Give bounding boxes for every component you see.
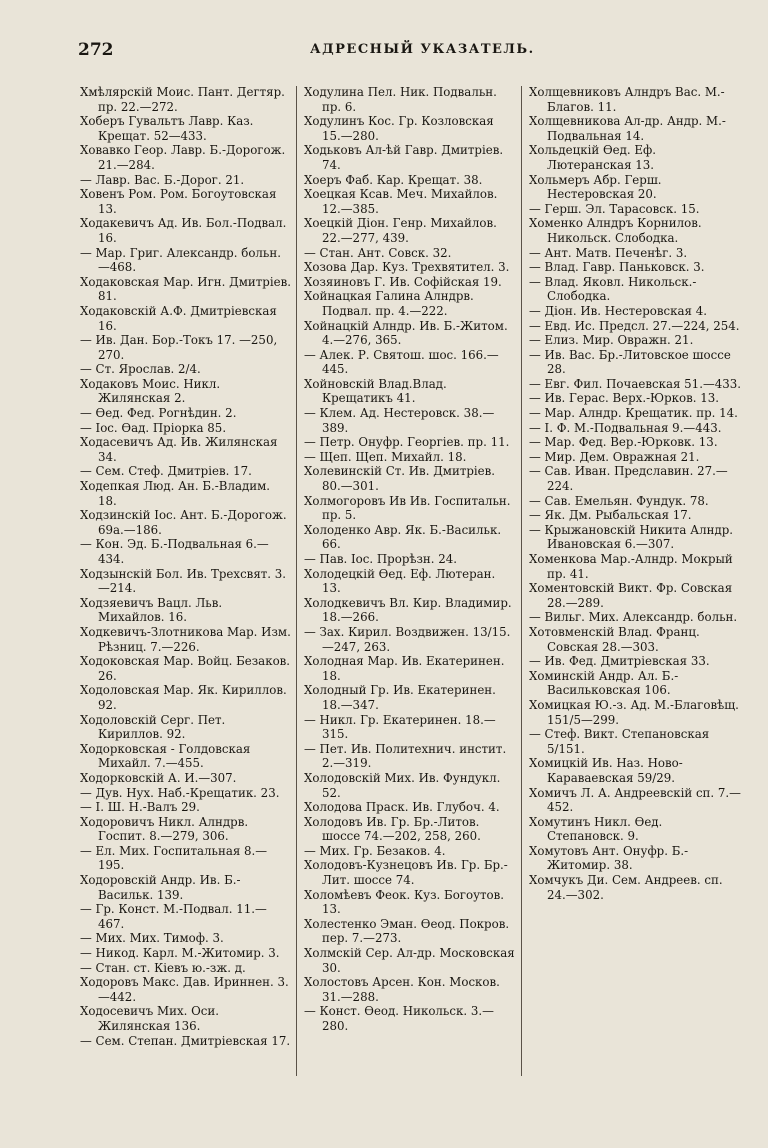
directory-column-2 bbox=[304, 85, 516, 1034]
directory-entry: Ховавко Геор. Лавр. Б.-Дорогож. 21.—284. bbox=[80, 143, 286, 172]
directory-entry: Ходепкая Люд. Ан. Б.-Владим. 18. bbox=[80, 479, 271, 508]
directory-entry: — Крыжановскій Никита Алндр. Ивановская 6.—307. bbox=[529, 522, 734, 552]
directory-entry: — Гр. Конст. М.-Подвал. 11.—467. bbox=[80, 902, 267, 931]
directory-entry: Хомутовъ Ант. Онуфр. Б.-Житомир. 38. bbox=[529, 843, 689, 873]
directory-entry: — Мар. Григ. Александр. больн.—468. bbox=[80, 245, 281, 275]
directory-entry: — І. Ф. М.-Подвальная 9.—443. bbox=[529, 420, 722, 435]
directory-entry: — І. Ш. Н.-Валъ 29. bbox=[80, 800, 200, 815]
directory-entry: Ховенъ Ром. Ром. Богоутовская 13. bbox=[80, 187, 277, 216]
directory-entry: Холодный Гр. Ив. Екатеринен. 18.—347. bbox=[304, 683, 496, 712]
page-number: 272 bbox=[78, 40, 114, 60]
directory-entry: Ходасевичъ Ад. Ив. Жилянская 34. bbox=[80, 435, 278, 464]
directory-entry: — Никод. Карл. М.-Житомир. 3. bbox=[80, 946, 280, 961]
directory-entry: Ходакевичъ Ад. Ив. Бол.-Подвал. 16. bbox=[80, 216, 287, 245]
directory-entry: Холевинскій Ст. Ив. Дмитріев. 80.—301. bbox=[304, 464, 496, 494]
directory-entry: — Клем. Ад. Нестеровск. 38.—389. bbox=[304, 406, 495, 435]
directory-entry: Ходоровъ Макс. Дав. Ириннен. 3.—442. bbox=[80, 975, 289, 1004]
directory-entry: Ходорковскій А. И.—307. bbox=[80, 770, 237, 785]
directory-entry: Хольмеръ Абр. Герш. Нестеровская 20. bbox=[529, 172, 662, 202]
directory-entry: Ходзынскій Бол. Ив. Трехсвят. 3.—214. bbox=[80, 566, 287, 596]
directory-entry: Ходулинъ Кос. Гр. Козловская 15.—280. bbox=[304, 114, 494, 143]
directory-entry: Хоецкая Ксав. Меч. Михайлов. 12.—385. bbox=[304, 187, 498, 216]
directory-entry: Ходаковская Мар. Игн. Дмитріев. 81. bbox=[80, 274, 291, 304]
directory-entry: — Пав. Іос. Прорѣзн. 24. bbox=[304, 552, 458, 566]
directory-entry: — Мар. Фед. Вер.-Юрковк. 13. bbox=[529, 435, 718, 450]
directory-entry: Хоментовскій Викт. Фр. Совская 28.—289. bbox=[529, 581, 733, 610]
directory-entry: Ходосевичъ Мих. Оси. Жилянская 136. bbox=[80, 1004, 219, 1033]
directory-entry: Хойнацкая Галина Алндрв. Подвал. пр. 4.—222. bbox=[304, 289, 474, 318]
directory-entry: — Мих. Мих. Тимоф. 3. bbox=[80, 931, 224, 946]
directory-entry: Хольдецкій Ѳед. Еф. Лютеранская 13. bbox=[529, 143, 657, 172]
directory-entry: — Щеп. Щеп. Михайл. 18. bbox=[304, 449, 467, 464]
directory-entry: — Стан. Ант. Совск. 32. bbox=[304, 245, 452, 260]
directory-entry: — Вильг. Мих. Александр. больн. bbox=[529, 610, 738, 625]
directory-entry: Ходаковскій А.Ф. Дмитріевская 16. bbox=[80, 303, 277, 333]
directory-entry: Холодкевичъ Вл. Кир. Владимир. 18.—266. bbox=[304, 595, 512, 625]
directory-entry: Хомчукъ Ди. Сем. Андреев. сп. 24.—302. bbox=[529, 873, 723, 902]
directory-entry: Холодецкій Ѳед. Еф. Лютеран. 13. bbox=[304, 566, 496, 596]
directory-entry: Ходзинскій Іос. Ант. Б.-Дорогож. 69а.—186. bbox=[80, 508, 287, 537]
directory-entry: — Сем. Степан. Дмитріевская 17. bbox=[80, 1033, 291, 1048]
directory-entry: Хоеръ Фаб. Кар. Крещат. 38. bbox=[304, 172, 483, 187]
directory-entry: — Кон. Эд. Б.-Подвальная 6.—434. bbox=[80, 537, 269, 566]
directory-entry: Ходоровскій Андр. Ив. Б.-Васильк. 139. bbox=[80, 873, 241, 902]
directory-entry: — Як. Дм. Рыбальская 17. bbox=[529, 508, 692, 523]
directory-entry: Ходзяевичъ Вацл. Льв. Михайлов. 16. bbox=[80, 595, 223, 625]
directory-entry: — Ант. Матв. Печенѣг. 3. bbox=[529, 245, 688, 260]
column-divider bbox=[296, 86, 297, 1076]
directory-entry: Холоденко Авр. Як. Б.-Васильк. 66. bbox=[304, 522, 502, 552]
page-title: АДРЕСНЫЙ УКАЗАТЕЛЬ. bbox=[310, 42, 535, 57]
directory-entry: Холмскій Сер. Ал-др. Московская 30. bbox=[304, 946, 515, 975]
directory-entry: — Сем. Стеф. Дмитріев. 17. bbox=[80, 464, 252, 479]
directory-entry: Ходкевичъ-Злотникова Мар. Изм. Рѣзниц. 7.—226. bbox=[80, 624, 291, 654]
directory-entry: — Мар. Алндр. Крещатик. пр. 14. bbox=[529, 406, 738, 421]
directory-entry: — Влад. Гавр. Паньковск. 3. bbox=[529, 260, 705, 275]
directory-entry: Хоберъ Гувальтъ Лавр. Каз. Крещат. 52—433. bbox=[80, 114, 254, 143]
directory-entry: Холодная Мар. Ив. Екатеринен. 18. bbox=[304, 654, 505, 683]
directory-entry: — Ив. Фед. Дмитріевская 33. bbox=[529, 654, 710, 669]
directory-entry: Ходорковская - Голдовская Михайл. 7.—455. bbox=[80, 741, 251, 771]
directory-entry: Хоминскій Андр. Ал. Б.-Васильковская 106. bbox=[529, 668, 679, 698]
directory-entry: — Дув. Нух. Наб.-Крещатик. 23. bbox=[80, 785, 280, 800]
directory-entry: — Пет. Ив. Политехнич. инстит. 2.—319. bbox=[304, 741, 507, 771]
directory-entry: Холостовъ Арсен. Кон. Москов. 31.—288. bbox=[304, 975, 500, 1004]
directory-entry: — Алек. Р. Святош. шос. 166.—445. bbox=[304, 347, 499, 377]
directory-entry: Ходоковская Мар. Войц. Безаков. 26. bbox=[80, 654, 291, 683]
directory-entry: — Зах. Кирил. Воздвижен. 13/15.—247, 263. bbox=[304, 624, 511, 654]
directory-entry: Холодовскій Мих. Ив. Фундукл. 52. bbox=[304, 770, 501, 800]
directory-entry: — Сав. Емельян. Фундук. 78. bbox=[529, 493, 709, 508]
directory-entry: — Конст. Ѳеод. Никольск. 3.—280. bbox=[304, 1004, 494, 1033]
directory-entry: Ходоловскій Серг. Пет. Кириллов. 92. bbox=[80, 712, 226, 742]
directory-entry: Холодова Праск. Ив. Глубоч. 4. bbox=[304, 800, 500, 815]
directory-entry: Ходулина Пел. Ник. Подвальн. пр. 6. bbox=[304, 85, 497, 114]
directory-entry: Ходоровичъ Никл. Алндрв. Госпит. 8.—279, 306. bbox=[80, 814, 249, 844]
directory-entry: — Діон. Ив. Нестеровская 4. bbox=[529, 303, 707, 318]
directory-entry: — Елиз. Мир. Овражн. 21. bbox=[529, 333, 694, 348]
directory-entry: Хоменкова Мар.-Алндр. Мокрый пр. 41. bbox=[529, 552, 733, 581]
directory-entry: Ходаковъ Моис. Никл. Жилянская 2. bbox=[80, 376, 221, 406]
directory-entry: — Ст. Ярослав. 2/4. bbox=[80, 362, 201, 377]
directory-entry: — Ив. Вас. Бр.-Литовское шоссе 28. bbox=[529, 347, 731, 377]
directory-entry: — Ѳед. Фед. Рогнѣдин. 2. bbox=[80, 406, 237, 421]
directory-entry: — Іос. Ѳад. Пріорка 85. bbox=[80, 420, 227, 435]
directory-entry: — Влад. Яковл. Никольск.-Слободка. bbox=[529, 274, 697, 304]
directory-entry: — Лавр. Вас. Б.-Дорог. 21. bbox=[80, 172, 245, 187]
directory-entry: Хомицкая Ю.-з. Ад. М.-Благовѣщ. 151/5—299. bbox=[529, 697, 739, 727]
directory-entry: Ходоловская Мар. Як. Кириллов. 92. bbox=[80, 683, 287, 712]
directory-entry: Ходьковъ Ал-ѣй Гавр. Дмитріев. 74. bbox=[304, 143, 504, 172]
directory-entry: Холщевникова Ал-др. Андр. М.-Подвальная 14. bbox=[529, 114, 726, 143]
directory-entry: Холодовъ Ив. Гр. Бр.-Литов. шоссе 74.—202, 258, 260. bbox=[304, 814, 481, 844]
directory-entry: — Герш. Эл. Тарасовск. 15. bbox=[529, 201, 700, 216]
directory-entry: Хмѣлярскій Моис. Пант. Дегтяр. пр. 22.—272. bbox=[80, 85, 285, 114]
directory-entry: Холестенко Эман. Ѳеод. Покров. пер. 7.—273. bbox=[304, 916, 510, 946]
directory-entry: — Мир. Дем. Овражная 21. bbox=[529, 449, 700, 464]
directory-column-3 bbox=[529, 85, 741, 902]
directory-entry: — Стан. ст. Кіевъ ю.-зж. д. bbox=[80, 960, 246, 975]
directory-entry: — Ив. Дан. Бор.-Токъ 17. —250, 270. bbox=[80, 333, 278, 362]
directory-entry: Хомичъ Л. А. Андреевскій сп. 7.—452. bbox=[529, 785, 741, 815]
directory-entry: — Никл. Гр. Екатеринен. 18.—315. bbox=[304, 712, 496, 742]
directory-entry: — Петр. Онуфр. Георгіев. пр. 11. bbox=[304, 435, 510, 450]
directory-entry: — Мих. Гр. Безаков. 4. bbox=[304, 843, 446, 858]
directory-entry: Хомутинъ Никл. Ѳед. Степановск. 9. bbox=[529, 814, 663, 844]
directory-entry: Хозяиновъ Г. Ив. Софійская 19. bbox=[304, 274, 502, 289]
directory-entry: — Ив. Герас. Верх.-Юрков. 13. bbox=[529, 391, 720, 406]
directory-entry: Хотовменскій Влад. Франц. Совская 28.—303. bbox=[529, 624, 700, 654]
directory-entry: — Ел. Мих. Госпитальная 8.—195. bbox=[80, 843, 268, 873]
directory-column-1 bbox=[80, 85, 292, 1048]
column-divider bbox=[521, 86, 522, 1076]
directory-entry: Холмогоровъ Ив Ив. Госпитальн. пр. 5. bbox=[304, 493, 511, 523]
directory-entry: Холодовъ-Кузнецовъ Ив. Гр. Бр.-Лит. шоссе 74. bbox=[304, 858, 508, 888]
directory-entry: Хозова Дар. Куз. Трехвятител. 3. bbox=[304, 260, 510, 275]
directory-entry: Хоецкій Діон. Генр. Михайлов. 22.—277, 439. bbox=[304, 216, 497, 245]
directory-entry: Хомицкій Ив. Наз. Ново-Караваевская 59/29. bbox=[529, 756, 683, 785]
directory-entry: Холщевниковъ Алндръ Вас. М.-Благов. 11. bbox=[529, 85, 725, 114]
directory-entry: — Евд. Ис. Предсл. 27.—224, 254. bbox=[529, 318, 740, 333]
directory-entry: — Стеф. Викт. Степановская 5/151. bbox=[529, 727, 710, 756]
directory-entry: Холомѣевъ Феок. Куз. Богоутов. 13. bbox=[304, 887, 505, 917]
directory-entry: — Евг. Фил. Почаевская 51.—433. bbox=[529, 376, 742, 391]
directory-entry: — Сав. Иван. Предславин. 27.—224. bbox=[529, 464, 728, 494]
directory-entry: Хойновскій Влад.Влад. Крещатикъ 41. bbox=[304, 376, 447, 406]
directory-entry: Хоменко Алндръ Корнилов. Никольск. Слободка. bbox=[529, 216, 702, 245]
directory-entry: Хойнацкій Алндр. Ив. Б.-Житом. 4.—276, 365. bbox=[304, 318, 508, 348]
